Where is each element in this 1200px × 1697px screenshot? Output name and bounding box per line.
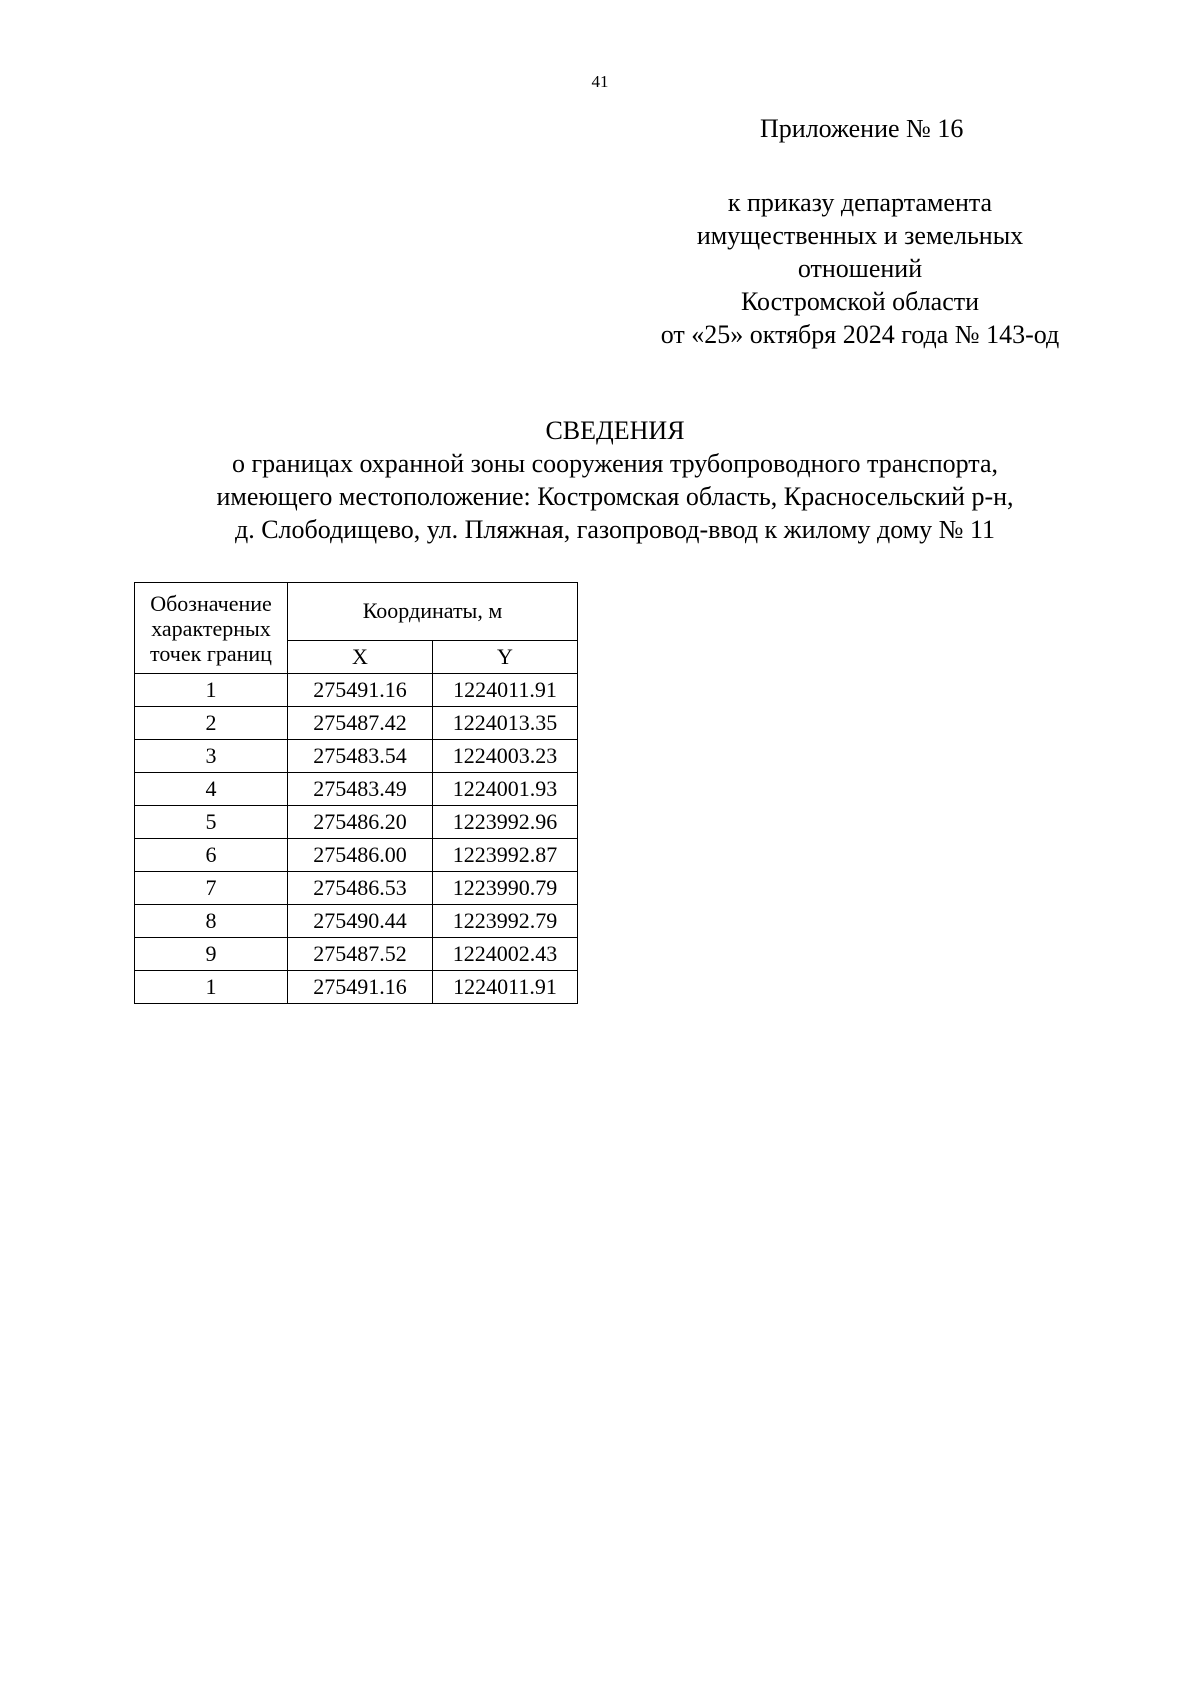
cell-point: 6 [135, 839, 288, 872]
cell-point: 8 [135, 905, 288, 938]
header-point-designation [135, 583, 288, 674]
table-row [135, 740, 578, 773]
cell-x: 275486.00 [288, 839, 433, 872]
header-coordinates: Координаты, м [288, 583, 578, 641]
cell-point: 3 [135, 740, 288, 773]
table-row [135, 707, 578, 740]
header-x: X [288, 640, 433, 673]
table-header-row [135, 583, 578, 641]
table-row [135, 773, 578, 806]
table-row [135, 839, 578, 872]
cell-y: 1223992.96 [433, 806, 578, 839]
cell-y: 1223990.79 [433, 872, 578, 905]
cell-x: 275483.49 [288, 773, 433, 806]
table-row [135, 872, 578, 905]
coordinates-table [134, 582, 578, 1004]
order-line: от «25» октября 2024 года № 143-од [660, 320, 1060, 349]
cell-x: 275487.42 [288, 707, 433, 740]
cell-x: 275486.53 [288, 872, 433, 905]
cell-point: 2 [135, 707, 288, 740]
cell-x: 275487.52 [288, 938, 433, 971]
cell-x: 275486.20 [288, 806, 433, 839]
header-point-line: Обозначение [150, 590, 272, 616]
cell-point: 1 [135, 674, 288, 707]
header-y: Y [433, 640, 578, 673]
order-line: отношений [797, 254, 923, 283]
cell-x: 275491.16 [288, 971, 433, 1004]
order-line: имущественных и земельных [696, 221, 1024, 250]
cell-point: 1 [135, 971, 288, 1004]
cell-x: 275490.44 [288, 905, 433, 938]
cell-point: 9 [135, 938, 288, 971]
cell-y: 1224001.93 [433, 773, 578, 806]
table-row [135, 806, 578, 839]
heading-line: о границах охранной зоны сооружения трубопроводного транспорта, [231, 449, 999, 478]
cell-y: 1223992.87 [433, 839, 578, 872]
cell-y: 1224002.43 [433, 938, 578, 971]
cell-x: 275483.54 [288, 740, 433, 773]
cell-point: 5 [135, 806, 288, 839]
header-point-line: точек границ [150, 640, 272, 666]
cell-x: 275491.16 [288, 674, 433, 707]
cell-y: 1223992.79 [433, 905, 578, 938]
table-row [135, 905, 578, 938]
document-heading [0, 414, 1200, 546]
heading-line: имеющего местоположение: Костромская область, Красносельский р-н, [216, 482, 1014, 511]
table-row [135, 971, 578, 1004]
heading-title: СВЕДЕНИЯ [545, 416, 685, 445]
header-point-line: характерных [151, 615, 271, 641]
table-row [135, 674, 578, 707]
heading-line: д. Слободищево, ул. Пляжная, газопровод-ввод к жилому дому № 11 [234, 515, 996, 544]
order-line: Костромской области [740, 287, 980, 316]
cell-y: 1224003.23 [433, 740, 578, 773]
order-line: к приказу департамента [727, 188, 993, 217]
cell-y: 1224011.91 [433, 674, 578, 707]
cell-point: 7 [135, 872, 288, 905]
page-number: 41 [591, 72, 609, 91]
table-row [135, 938, 578, 971]
appendix-title: Приложение № 16 [760, 114, 964, 143]
cell-point: 4 [135, 773, 288, 806]
cell-y: 1224011.91 [433, 971, 578, 1004]
order-reference [600, 186, 1120, 351]
cell-y: 1224013.35 [433, 707, 578, 740]
